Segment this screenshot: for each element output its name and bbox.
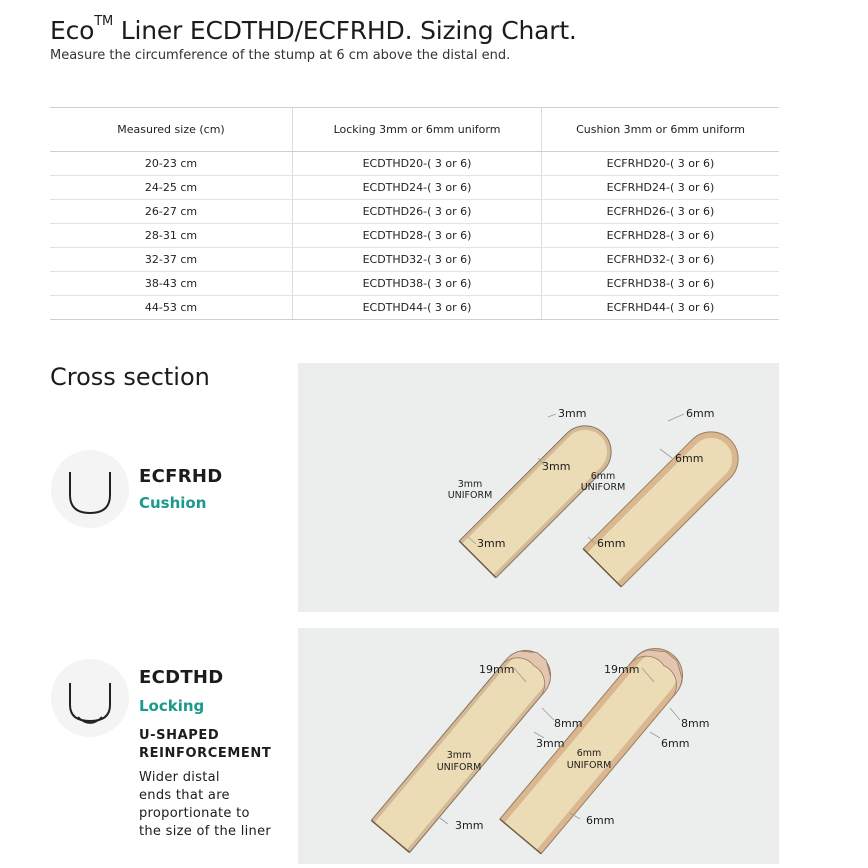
table-row xyxy=(50,272,779,296)
table-row xyxy=(50,296,779,320)
u-shape-icon xyxy=(51,450,129,528)
locking-type-label: Locking xyxy=(139,697,205,715)
label-a-bottom: 3mm xyxy=(455,819,484,832)
table-row xyxy=(50,200,779,224)
label-a-center-1: 3mm xyxy=(457,479,483,490)
table-cell: ECDTHD38-( 3 or 6) xyxy=(293,272,542,296)
column-header: Locking 3mm or 6mm uniform xyxy=(293,108,542,152)
table-cell: ECFRHD20-( 3 or 6) xyxy=(542,152,780,176)
label-a-side: 3mm xyxy=(536,737,565,750)
label-a-side: 3mm xyxy=(542,460,571,473)
label-b-top: 19mm xyxy=(604,663,640,676)
column-header: Measured size (cm) xyxy=(50,108,293,152)
label-a-top: 3mm xyxy=(558,407,587,420)
cross-section-title: Cross section xyxy=(50,363,210,391)
table-cell: ECFRHD32-( 3 or 6) xyxy=(542,248,780,272)
reinforcement-description: Wider distal ends that are proportionate to the size of the liner xyxy=(139,770,272,839)
label-b-bottom: 6mm xyxy=(586,814,615,827)
table-cell: 28-31 cm xyxy=(50,224,293,248)
page-title: Eco™ Liner ECDTHD/ECFRHD. Sizing Chart. xyxy=(50,14,577,45)
label-b-center-2: UNIFORM xyxy=(566,760,612,771)
label-a-center-1: 3mm xyxy=(446,750,472,761)
label-b-side: 6mm xyxy=(675,452,704,465)
label-b-center-2: UNIFORM xyxy=(580,482,626,493)
table-header-row xyxy=(50,108,779,152)
table-row xyxy=(50,248,779,272)
table-cell: 44-53 cm xyxy=(50,296,293,320)
table-cell: ECDTHD28-( 3 or 6) xyxy=(293,224,542,248)
table-row xyxy=(50,176,779,200)
label-b-top: 6mm xyxy=(686,407,715,420)
cushion-type-label: Cushion xyxy=(139,494,207,512)
label-a-bottom: 3mm xyxy=(477,537,506,550)
cushion-product-code: ECFRHD xyxy=(139,466,223,487)
u-shape-reinforced-icon xyxy=(51,659,129,737)
table-cell: ECFRHD24-( 3 or 6) xyxy=(542,176,780,200)
table-cell: 24-25 cm xyxy=(50,176,293,200)
label-a-center-2: UNIFORM xyxy=(447,490,493,501)
column-header: Cushion 3mm or 6mm uniform xyxy=(542,108,780,152)
label-b-side: 6mm xyxy=(661,737,690,750)
table-cell: ECFRHD26-( 3 or 6) xyxy=(542,200,780,224)
table-cell: ECFRHD44-( 3 or 6) xyxy=(542,296,780,320)
sizing-table xyxy=(50,107,779,320)
label-b-center-1: 6mm xyxy=(590,471,616,482)
label-a-center-2: UNIFORM xyxy=(436,762,482,773)
table-cell: 20-23 cm xyxy=(50,152,293,176)
label-b-center-1: 6mm xyxy=(576,748,602,759)
reinforcement-label: U-SHAPED REINFORCEMENT xyxy=(139,728,272,761)
table-cell: ECFRHD28-( 3 or 6) xyxy=(542,224,780,248)
cushion-cross-section-panel xyxy=(298,363,779,612)
table-row xyxy=(50,152,779,176)
table-cell: ECDTHD44-( 3 or 6) xyxy=(293,296,542,320)
table-cell: 32-37 cm xyxy=(50,248,293,272)
label-a-top: 19mm xyxy=(479,663,515,676)
table-cell: 38-43 cm xyxy=(50,272,293,296)
table-cell: ECDTHD26-( 3 or 6) xyxy=(293,200,542,224)
table-cell: ECDTHD24-( 3 or 6) xyxy=(293,176,542,200)
table-cell: ECDTHD32-( 3 or 6) xyxy=(293,248,542,272)
label-b-right: 8mm xyxy=(681,717,710,730)
cushion-liner-diagram xyxy=(298,363,779,612)
locking-cross-section-panel xyxy=(298,628,779,864)
table-cell: ECDTHD20-( 3 or 6) xyxy=(293,152,542,176)
table-cell: ECFRHD38-( 3 or 6) xyxy=(542,272,780,296)
page-subtitle: Measure the circumference of the stump at 6 cm above the distal end. xyxy=(50,48,511,63)
label-b-bottom: 6mm xyxy=(597,537,626,550)
table-row xyxy=(50,224,779,248)
locking-product-code: ECDTHD xyxy=(139,667,224,688)
table-cell: 26-27 cm xyxy=(50,200,293,224)
locking-liner-diagram xyxy=(298,628,779,864)
label-a-right: 8mm xyxy=(554,717,583,730)
